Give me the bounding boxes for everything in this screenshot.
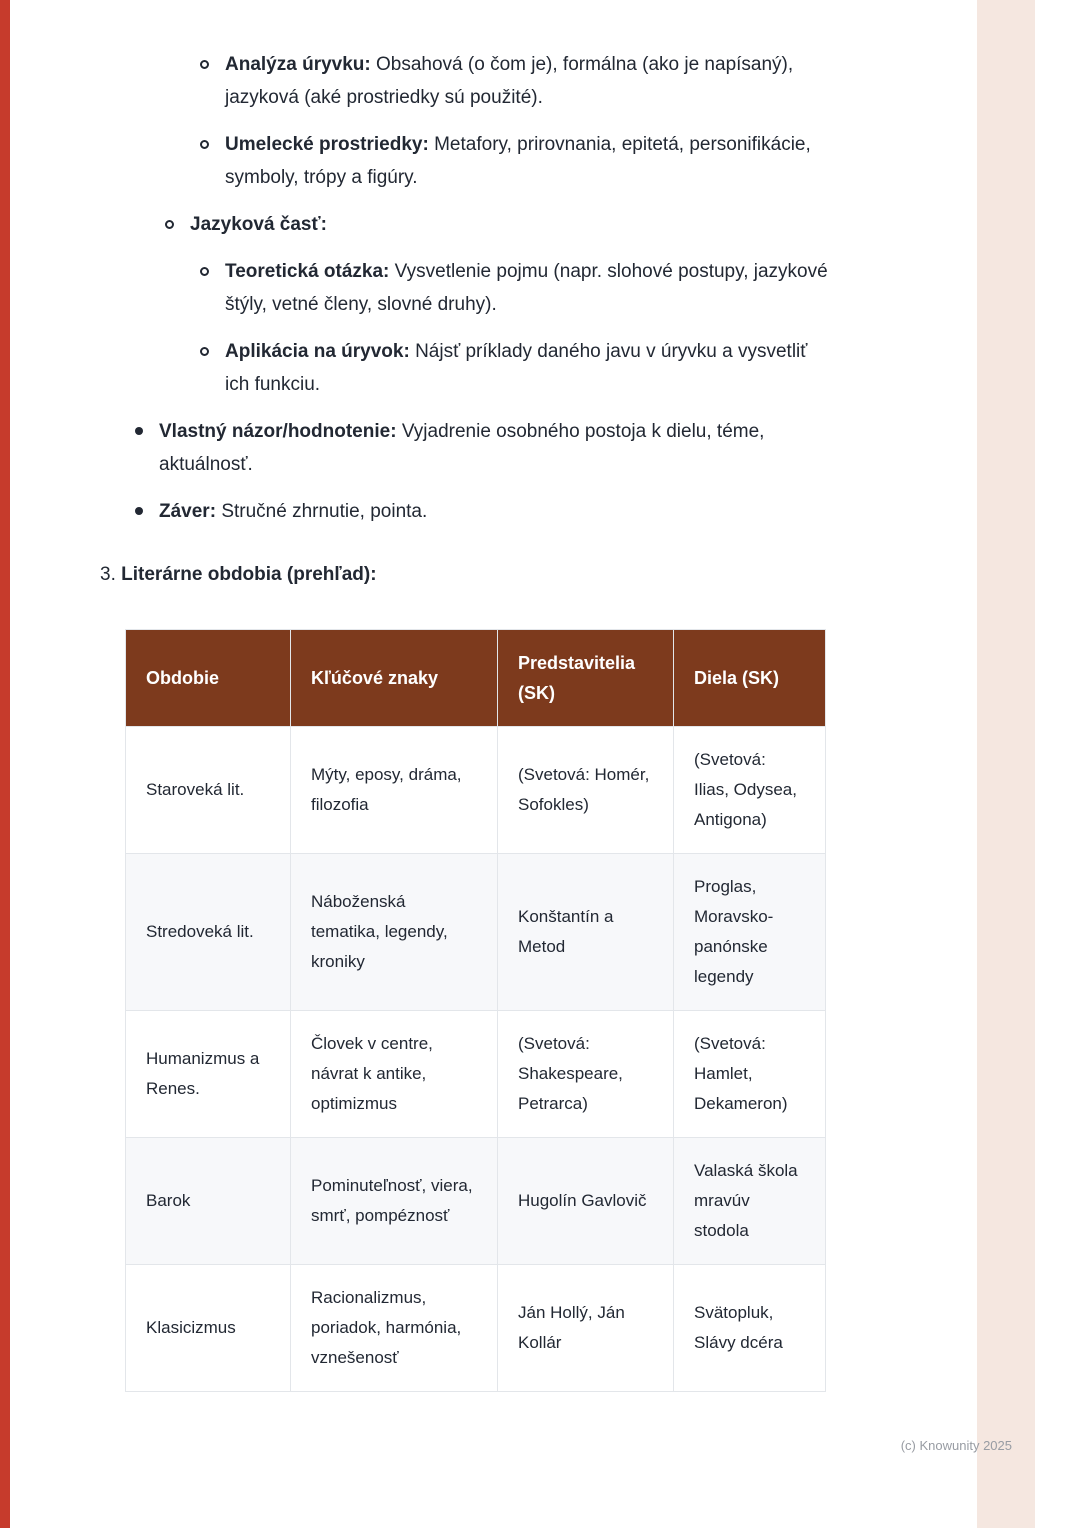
- list-item-label: Jazyková časť:: [190, 214, 327, 235]
- table-cell: (Svetová: Homér, Sofokles): [498, 727, 674, 854]
- disc-bullet-icon: [135, 427, 143, 435]
- section-number: 3.: [100, 564, 116, 585]
- table-row: [126, 727, 826, 854]
- list-item: [200, 48, 828, 114]
- document-content: [100, 48, 828, 1392]
- table-cell: (Svetová: Hamlet, Dekameron): [674, 1011, 826, 1138]
- literary-periods-table: [125, 629, 826, 1392]
- list-item-text: Vlastný názor/hodnotenie: Vyjadrenie osobného postoja k dielu, téme, aktuálnosť.: [159, 421, 765, 475]
- table-cell: Svätopluk, Slávy dcéra: [674, 1265, 826, 1392]
- circle-bullet-icon: [200, 60, 209, 69]
- circle-bullet-icon: [200, 267, 209, 276]
- circle-bullet-icon: [200, 140, 209, 149]
- table-cell: Racionalizmus, poriadok, harmónia, vznešenosť: [291, 1265, 498, 1392]
- table-cell: Staroveká lit.: [126, 727, 291, 854]
- table-row: [126, 1011, 826, 1138]
- table-row: [126, 1265, 826, 1392]
- table-row: [126, 1138, 826, 1265]
- table-cell: Konštantín a Metod: [498, 854, 674, 1011]
- list-item: [165, 208, 828, 241]
- table-cell: Mýty, eposy, dráma, filozofia: [291, 727, 498, 854]
- table-cell: Hugolín Gavlovič: [498, 1138, 674, 1265]
- table-cell: Ján Hollý, Ján Kollár: [498, 1265, 674, 1392]
- table-header-cell: Kľúčové znaky: [291, 630, 498, 727]
- table-cell: Náboženská tematika, legendy, kroniky: [291, 854, 498, 1011]
- table-header-row: [126, 630, 826, 727]
- table-cell: Stredoveká lit.: [126, 854, 291, 1011]
- table-cell: (Svetová: Shakespeare, Petrarca): [498, 1011, 674, 1138]
- section-heading: [100, 558, 828, 591]
- right-decor-stripe: [977, 0, 1035, 1528]
- table-row: [126, 854, 826, 1011]
- list-item: [200, 128, 828, 194]
- list-item-text: Aplikácia na úryvok: Nájsť príklady daného javu v úryvku a vysvetliť ich funkciu.: [225, 341, 808, 395]
- list-item: [200, 335, 828, 401]
- table-cell: Barok: [126, 1138, 291, 1265]
- circle-bullet-icon: [165, 220, 174, 229]
- table-cell: Človek v centre, návrat k antike, optimizmus: [291, 1011, 498, 1138]
- list-item-text: Analýza úryvku: Obsahová (o čom je), formálna (ako je napísaný), jazyková (aké prostriedky sú použité).: [225, 54, 794, 108]
- table-cell: Pominuteľnosť, viera, smrť, pompéznosť: [291, 1138, 498, 1265]
- table-cell: Humanizmus a Renes.: [126, 1011, 291, 1138]
- list-item-label: Záver:: [159, 501, 217, 522]
- table-cell: Klasicizmus: [126, 1265, 291, 1392]
- table-cell: (Svetová: Ilias, Odysea, Antigona): [674, 727, 826, 854]
- circle-bullet-icon: [200, 347, 209, 356]
- watermark: (c) Knowunity 2025: [900, 1438, 1012, 1453]
- table-header-cell: Obdobie: [126, 630, 291, 727]
- list-item: [135, 495, 828, 528]
- table-cell: Proglas, Moravsko-panónske legendy: [674, 854, 826, 1011]
- table-header-cell: Predstavitelia (SK): [498, 630, 674, 727]
- table-cell: Valaská škola mravúv stodola: [674, 1138, 826, 1265]
- left-accent-bar: [0, 0, 10, 1528]
- list-item-label: Umelecké prostriedky:: [225, 134, 429, 155]
- list-item-label: Teoretická otázka:: [225, 261, 390, 282]
- list-item-text: [190, 208, 327, 241]
- list-item: [135, 415, 828, 481]
- disc-bullet-icon: [135, 507, 143, 515]
- list-item-label: Analýza úryvku:: [225, 54, 371, 75]
- table-body: [126, 727, 826, 1392]
- table-header: [126, 630, 826, 727]
- list-item-text: Záver: Stručné zhrnutie, pointa.: [159, 501, 428, 522]
- list-item-label: Aplikácia na úryvok:: [225, 341, 410, 362]
- list-item: [200, 255, 828, 321]
- list-item-text: Teoretická otázka: Vysvetlenie pojmu (napr. slohové postupy, jazykové štýly, vetné členy, slovné druhy).: [225, 261, 828, 315]
- section-title-text: Literárne obdobia (prehľad):: [121, 564, 377, 585]
- table-header-cell: Diela (SK): [674, 630, 826, 727]
- list-item-label: Vlastný názor/hodnotenie:: [159, 421, 397, 442]
- list-item-text: Umelecké prostriedky: Metafory, prirovnania, epitetá, personifikácie, symboly, trópy a figúry.: [225, 134, 811, 188]
